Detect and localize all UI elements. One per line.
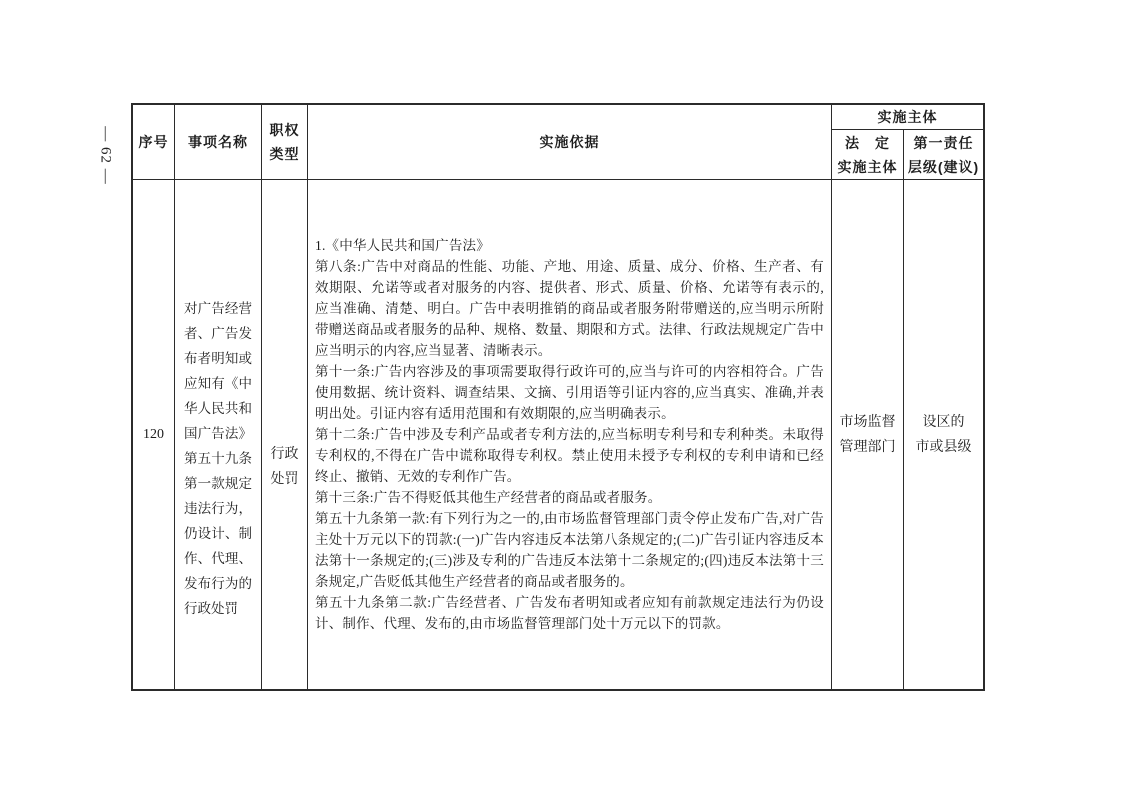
- column-header-serial-number: 序号: [133, 105, 175, 180]
- basis-paragraph-article-8: 第八条:广告中对商品的性能、功能、产地、用途、质量、成分、价格、生产者、有效期限、允诺等或者对服务的内容、提供者、形式、质量、价格、允诺等有表示的,应当准确、清楚、明白。广告中表明推销的商品或者服务附带赠送的,应当明示所附带赠送商品或者服务的品种、规格、数量、期限和方式。法律、行政法规规定广告中应当明示的内容,应当显著、清晰表示。: [315, 259, 824, 358]
- power-type-text: 行政处罚: [270, 446, 299, 487]
- cell-serial-number: 120: [133, 180, 175, 689]
- responsibility-header-line1: 第一责任: [913, 134, 974, 151]
- basis-paragraph-law-title: 1.《中华人民共和国广告法》: [315, 238, 490, 253]
- column-header-item-name: 事项名称: [175, 105, 262, 180]
- basis-paragraph-article-59-2: 第五十九条第二款:广告经营者、广告发布者明知或者应知有前款规定违法行为仍设计、制作、代理、发布的,由市场监督管理部门处十万元以下的罚款。: [315, 595, 824, 631]
- legal-subject-text: 市场监督管理部门: [839, 414, 896, 455]
- cell-legal-subject: [832, 180, 904, 689]
- power-type-header-line2: 类型: [269, 146, 300, 162]
- column-header-implementation-basis: 实施依据: [308, 105, 832, 180]
- cell-implementation-basis: [308, 180, 832, 689]
- admin-power-table: [131, 103, 985, 691]
- column-header-legal-subject: [832, 130, 904, 180]
- legal-subject-header-line2: 实施主体: [837, 158, 898, 175]
- page-number: — 62 —: [97, 126, 114, 185]
- column-header-power-type: [262, 105, 308, 180]
- first-level-line2: 市或县级: [915, 439, 972, 455]
- cell-first-responsibility-level: [904, 180, 983, 689]
- cell-power-type: [262, 180, 308, 689]
- legal-subject-header-line1: 法 定: [845, 134, 890, 151]
- column-header-implementation-subject: 实施主体: [832, 105, 983, 130]
- basis-paragraph-article-11: 第十一条:广告内容涉及的事项需要取得行政许可的,应当与许可的内容相符合。广告使用数据、统计资料、调查结果、文摘、引用语等引证内容的,应当真实、准确,并表明出处。引证内容有适用范围和有效期限的,应当明确表示。: [315, 364, 824, 421]
- power-type-header-line1: 职权: [269, 122, 300, 138]
- column-header-first-responsibility-level: [904, 130, 983, 180]
- first-level-line1: 设区的: [922, 414, 965, 430]
- responsibility-header-line2: 层级(建议): [907, 158, 980, 175]
- basis-paragraph-article-59-1: 第五十九条第一款:有下列行为之一的,由市场监督管理部门责令停止发布广告,对广告主处十万元以下的罚款:(一)广告内容违反本法第八条规定的;(二)广告引证内容违反本法第十一条规定的;(三)涉及专利的广告违反本法第十二条规定的;(四)违反本法第十三条规定,广告贬低其他生产经营者的商品或者服务的。: [315, 511, 824, 589]
- basis-paragraph-article-13: 第十三条:广告不得贬低其他生产经营者的商品或者服务。: [315, 490, 662, 505]
- basis-paragraph-article-12: 第十二条:广告中涉及专利产品或者专利方法的,应当标明专利号和专利种类。未取得专利权的,不得在广告中谎称取得专利权。禁止使用未授予专利权的专利申请和已经终止、撤销、无效的专利作广告。: [315, 427, 824, 484]
- item-name-text: 对广告经营者、广告发布者明知或应知有《中华人民共和国广告法》第五十九条第一款规定违法行为，仍设计、制作、代理、发布行为的行政处罚: [184, 301, 252, 616]
- cell-item-name: [175, 180, 262, 689]
